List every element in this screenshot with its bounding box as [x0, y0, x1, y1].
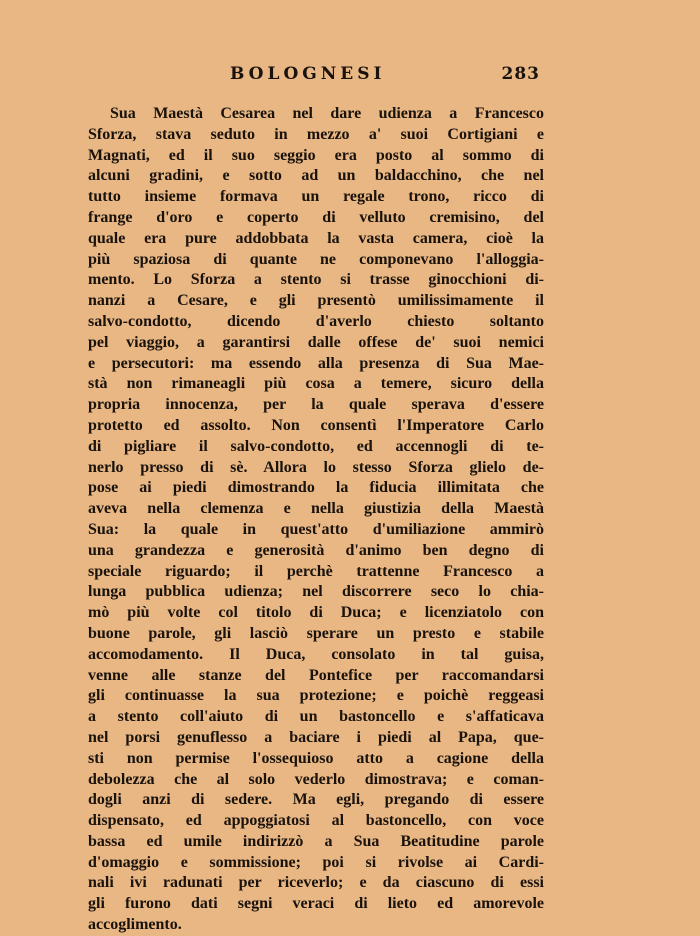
- text-line: sti non permise l'ossequioso atto a cagione della: [88, 749, 544, 767]
- text-line: mento. Lo Sforza a stento si trasse ginocchioni di-: [88, 271, 544, 289]
- text-line: debolezza che al solo vederlo dimostrava; e coman-: [88, 770, 544, 788]
- text-line: frange d'oro e coperto di velluto cremisino, del: [88, 208, 544, 226]
- text-line: Sua Maestà Cesarea nel dare udienza a Francesco: [110, 105, 544, 122]
- page-number: 283: [501, 64, 540, 84]
- text-line: nali ivi radunati per riceverlo; e da ciascuno di essi: [88, 874, 544, 892]
- text-line: e persecutori: ma essendo alla presenza di Sua Mae-: [88, 354, 544, 372]
- text-line: dogli anzi di sedere. Ma egli, pregando di essere: [88, 791, 544, 809]
- text-line: propria innocenza, per la quale sperava d'essere: [88, 396, 544, 414]
- text-line: nel porsi genuflesso a baciare i piedi al Papa, que-: [88, 728, 544, 746]
- text-line: gli continuasse la sua protezione; e poichè reggeasi: [88, 687, 544, 705]
- body-text: [88, 104, 544, 936]
- text-line: stà non rimaneagli più cosa a temere, sicuro della: [88, 375, 544, 393]
- running-head: [88, 64, 540, 94]
- text-line: speciale riguardo; il perchè trattenne Francesco a: [88, 562, 544, 580]
- running-title: BOLOGNESI: [230, 64, 386, 84]
- text-line: gli furono dati segni veraci di lieto ed amorevole: [88, 895, 544, 913]
- text-line: Magnati, ed il suo seggio era posto al sommo di: [88, 146, 544, 164]
- text-line: a stento coll'aiuto di un bastoncello e s'affaticava: [88, 708, 544, 726]
- text-line: pel viaggio, a garantirsi dalle offese de' suoi nemici: [88, 333, 544, 351]
- text-line: accoglimento.: [88, 916, 182, 934]
- text-line: aveva nella clemenza e nella giustizia della Maestà: [88, 500, 544, 518]
- text-line: salvo-condotto, dicendo d'averlo chiesto soltanto: [88, 312, 544, 330]
- text-line: lunga pubblica udienza; nel discorrere seco lo chia-: [88, 583, 544, 601]
- text-line: buone parole, gli lasciò sperare un presto e stabile: [88, 624, 544, 642]
- text-line: più spaziosa di quante ne componevano l'alloggia-: [88, 250, 544, 268]
- text-line: accomodamento. Il Duca, consolato in tal guisa,: [88, 645, 544, 663]
- text-line: Sforza, stava seduto in mezzo a' suoi Cortigiani e: [88, 125, 544, 143]
- text-line: alcuni gradini, e sotto ad un baldacchino, che nel: [88, 167, 544, 185]
- text-line: venne alle stanze del Pontefice per raccomandarsi: [88, 666, 544, 684]
- text-line: dispensato, ed appoggiatosi al bastoncello, con voce: [88, 812, 544, 830]
- text-line: nerlo presso di sè. Allora lo stesso Sforza glielo de-: [88, 458, 544, 476]
- text-line: d'omaggio e sommissione; poi si rivolse ai Cardi-: [88, 853, 544, 871]
- text-line: quale era pure addobbata la vasta camera, cioè la: [88, 229, 544, 247]
- text-line: Sua: la quale in quest'atto d'umiliazione ammirò: [88, 520, 544, 538]
- text-line: bassa ed umile indirizzò a Sua Beatitudine parole: [88, 832, 544, 850]
- text-line: di pigliare il salvo-condotto, ed accennogli di te-: [88, 437, 544, 455]
- text-line: mò più volte col titolo di Duca; e licenziatolo con: [88, 604, 544, 622]
- text-line: nanzi a Cesare, e gli presentò umilissimamente il: [88, 292, 544, 310]
- text-line: una grandezza e generosità d'animo ben degno di: [88, 541, 544, 559]
- text-line: protetto ed assolto. Non consentì l'Imperatore Carlo: [88, 416, 544, 434]
- text-line: pose ai piedi dimostrando la fiducia illimitata che: [88, 479, 544, 497]
- text-line: tutto insieme formava un regale trono, ricco di: [88, 188, 544, 206]
